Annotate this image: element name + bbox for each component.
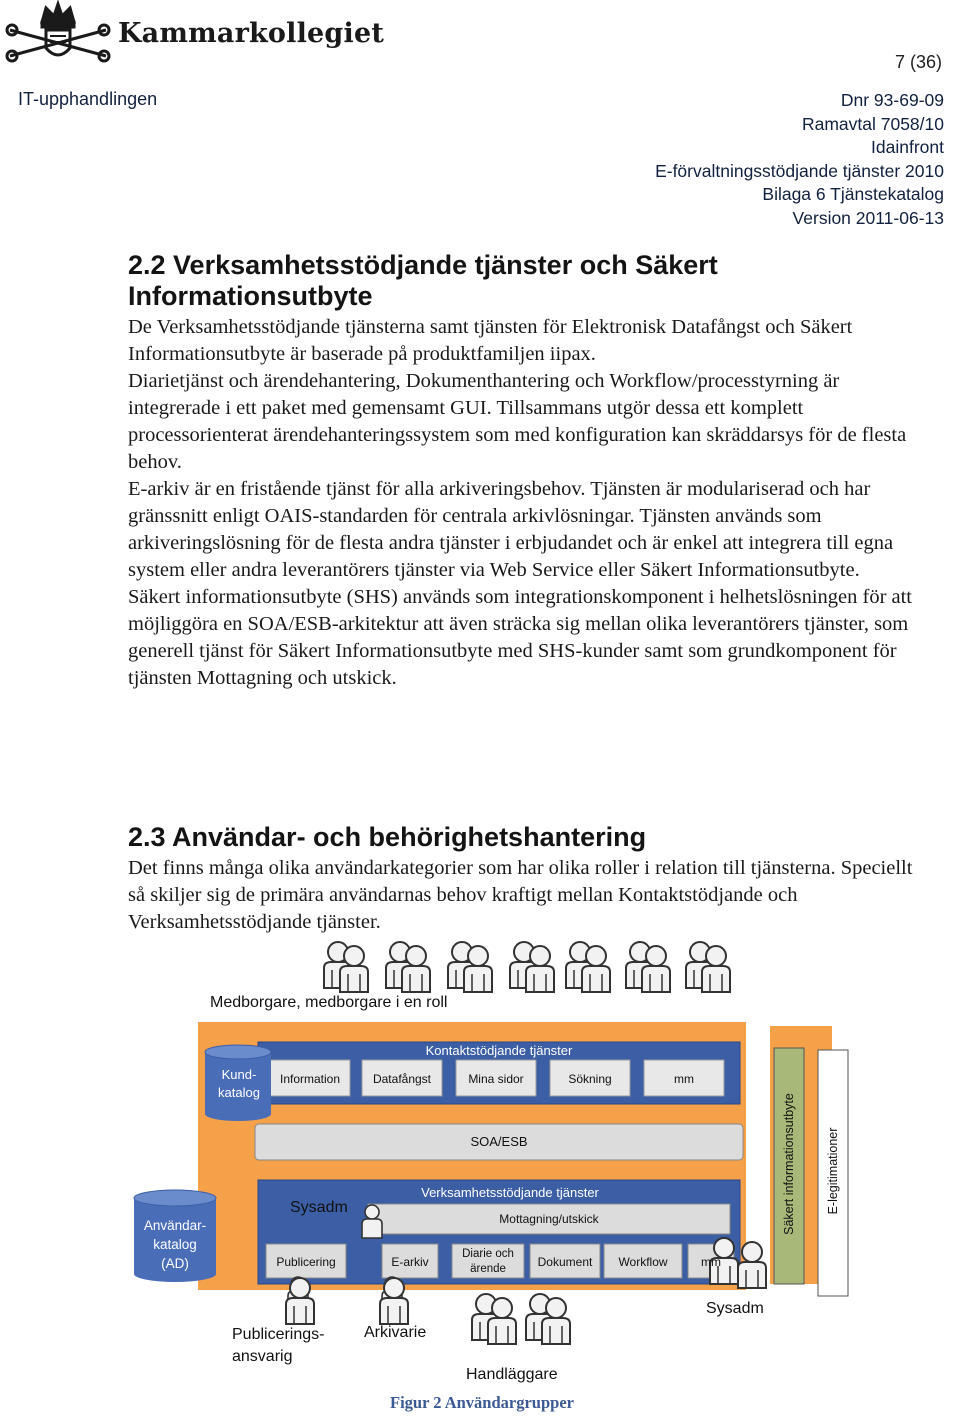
figure-caption: Figur 2 Användargrupper	[390, 1393, 574, 1412]
verksamhet-item-dokument: Dokument	[537, 1255, 593, 1269]
paragraph: E-arkiv är en fristående tjänst för alla arkiveringsbehov. Tjänsten är modulariserad och har gränssnitt enligt OAIS-standarden för centrala arkivlösningar. Tjänsten används som arkiveringslösning för de flesta andra tjänster i erbjudandet och är enkel att integrera till egna system eller andra leverantörers tjänster via Web Service eller Säkert Informationsutbyte.	[128, 478, 894, 581]
sakert-bar-label: Säkert informationsutbyte	[782, 1093, 796, 1235]
kundkatalog-label: Kund- katalog	[218, 1067, 260, 1100]
diagram-graphics	[0, 930, 960, 1420]
page-number: 7 (36)	[894, 52, 942, 72]
verksamhet-item-workflow: Workflow	[618, 1255, 668, 1269]
crown-crest-icon	[4, 0, 112, 70]
sysadm-inner-label: Sysadm	[290, 1199, 348, 1216]
meta-line: Bilaga 6 Tjänstekatalog	[762, 184, 944, 204]
mottagning-label: Mottagning/utskick	[499, 1212, 599, 1226]
document-meta	[655, 89, 944, 230]
sysadm-role-icon-2	[738, 1242, 766, 1288]
section-2-2-body	[128, 314, 928, 692]
user-groups-diagram	[0, 930, 960, 1420]
role-handlaggare: Handläggare	[466, 1366, 558, 1383]
handlaggare-icons	[472, 1294, 570, 1344]
meta-line: Ramavtal 7058/10	[801, 113, 944, 134]
kontakt-item-mina-sidor: Mina sidor	[468, 1072, 524, 1086]
role-sysadm: Sysadm	[706, 1300, 764, 1317]
verksamhet-title: Verksamhetsstödjande tjänster	[421, 1185, 599, 1200]
kontakt-item-mm: mm	[674, 1072, 694, 1086]
verksamhet-item-diarie: Diarie och ärende	[462, 1248, 514, 1275]
section-2-3-body	[128, 855, 928, 936]
paragraph: Diarietjänst och ärendehantering, Dokumenthantering och Workflow/processtyrning är integrerade i ett paket med gemensamt GUI. Tillsammans utgör dessa ett komplett processorienterat ärendehanteringssystem som med konfiguration kan skräddarsys för de flesta behov.	[128, 370, 907, 473]
elegitimation-bar-label: E-legitimationer	[826, 1127, 840, 1215]
verksamhet-item-publicering: Publicering	[276, 1255, 336, 1269]
role-publicering: Publicerings- ansvarig	[232, 1326, 325, 1365]
meta-line: Dnr 93-69-09	[840, 90, 944, 110]
arkivarie-role-icon	[380, 1278, 408, 1324]
soa-label: SOA/ESB	[470, 1134, 528, 1149]
section-2-3-heading: 2.3 Användar- och behörighetshantering	[128, 822, 647, 852]
citizens-icons	[324, 942, 730, 992]
verksamhet-item-earkiv: E-arkiv	[391, 1255, 429, 1269]
procurement-name: IT-upphandlingen	[18, 89, 158, 109]
meta-line: Version 2011-06-13	[792, 207, 944, 228]
paragraph: Säkert informationsutbyte (SHS) används som integrationskomponent i helhetslösningen för att möjliggöra en SOA/ESB-arkitektur att även sträcka sig mellan olika leverantörers tjänster, som generell tjänst för Säkert Informationsutbyte med SHS-kunder samt som grundkomponent för tjänsten Mottagning och utskick.	[128, 586, 913, 689]
kontakt-title: Kontaktstödjande tjänster	[425, 1043, 573, 1058]
paragraph: Det finns många olika användarkategorier som har olika roller i relation till tjänsterna. Speciellt så skiljer sig de primära användarnas behov kraftigt mellan Kontaktstödjande och Verksamhetsstödjande tjänster.	[128, 857, 913, 933]
role-arkivarie: Arkivarie	[364, 1324, 427, 1341]
anvandarkatalog-label: Användar- katalog (AD)	[143, 1218, 207, 1271]
paragraph: De Verksamhetsstödjande tjänsterna samt tjänsten för Elektronisk Datafångst och Säkert Informationsutbyte är baserade på produktfamiljen iipax.	[128, 316, 853, 365]
meta-line: E-förvaltningsstödjande tjänster 2010	[655, 160, 944, 181]
publicering-role-icon	[286, 1278, 314, 1324]
verksamhet-item-mm: mm	[701, 1255, 721, 1269]
kontakt-item-sokning: Sökning	[568, 1072, 612, 1086]
kontakt-item-information: Information	[279, 1072, 341, 1086]
kontakt-item-datafangst: Datafångst	[372, 1072, 432, 1086]
logo	[4, 0, 385, 70]
meta-line: Idainfront	[871, 137, 944, 157]
org-name: Kammarkollegiet	[118, 18, 385, 49]
citizens-label: Medborgare, medborgare i en roll	[210, 994, 448, 1011]
section-2-2-heading: 2.2 Verksamhetsstödjande tjänster och Säkert Informationsutbyte	[128, 250, 718, 311]
